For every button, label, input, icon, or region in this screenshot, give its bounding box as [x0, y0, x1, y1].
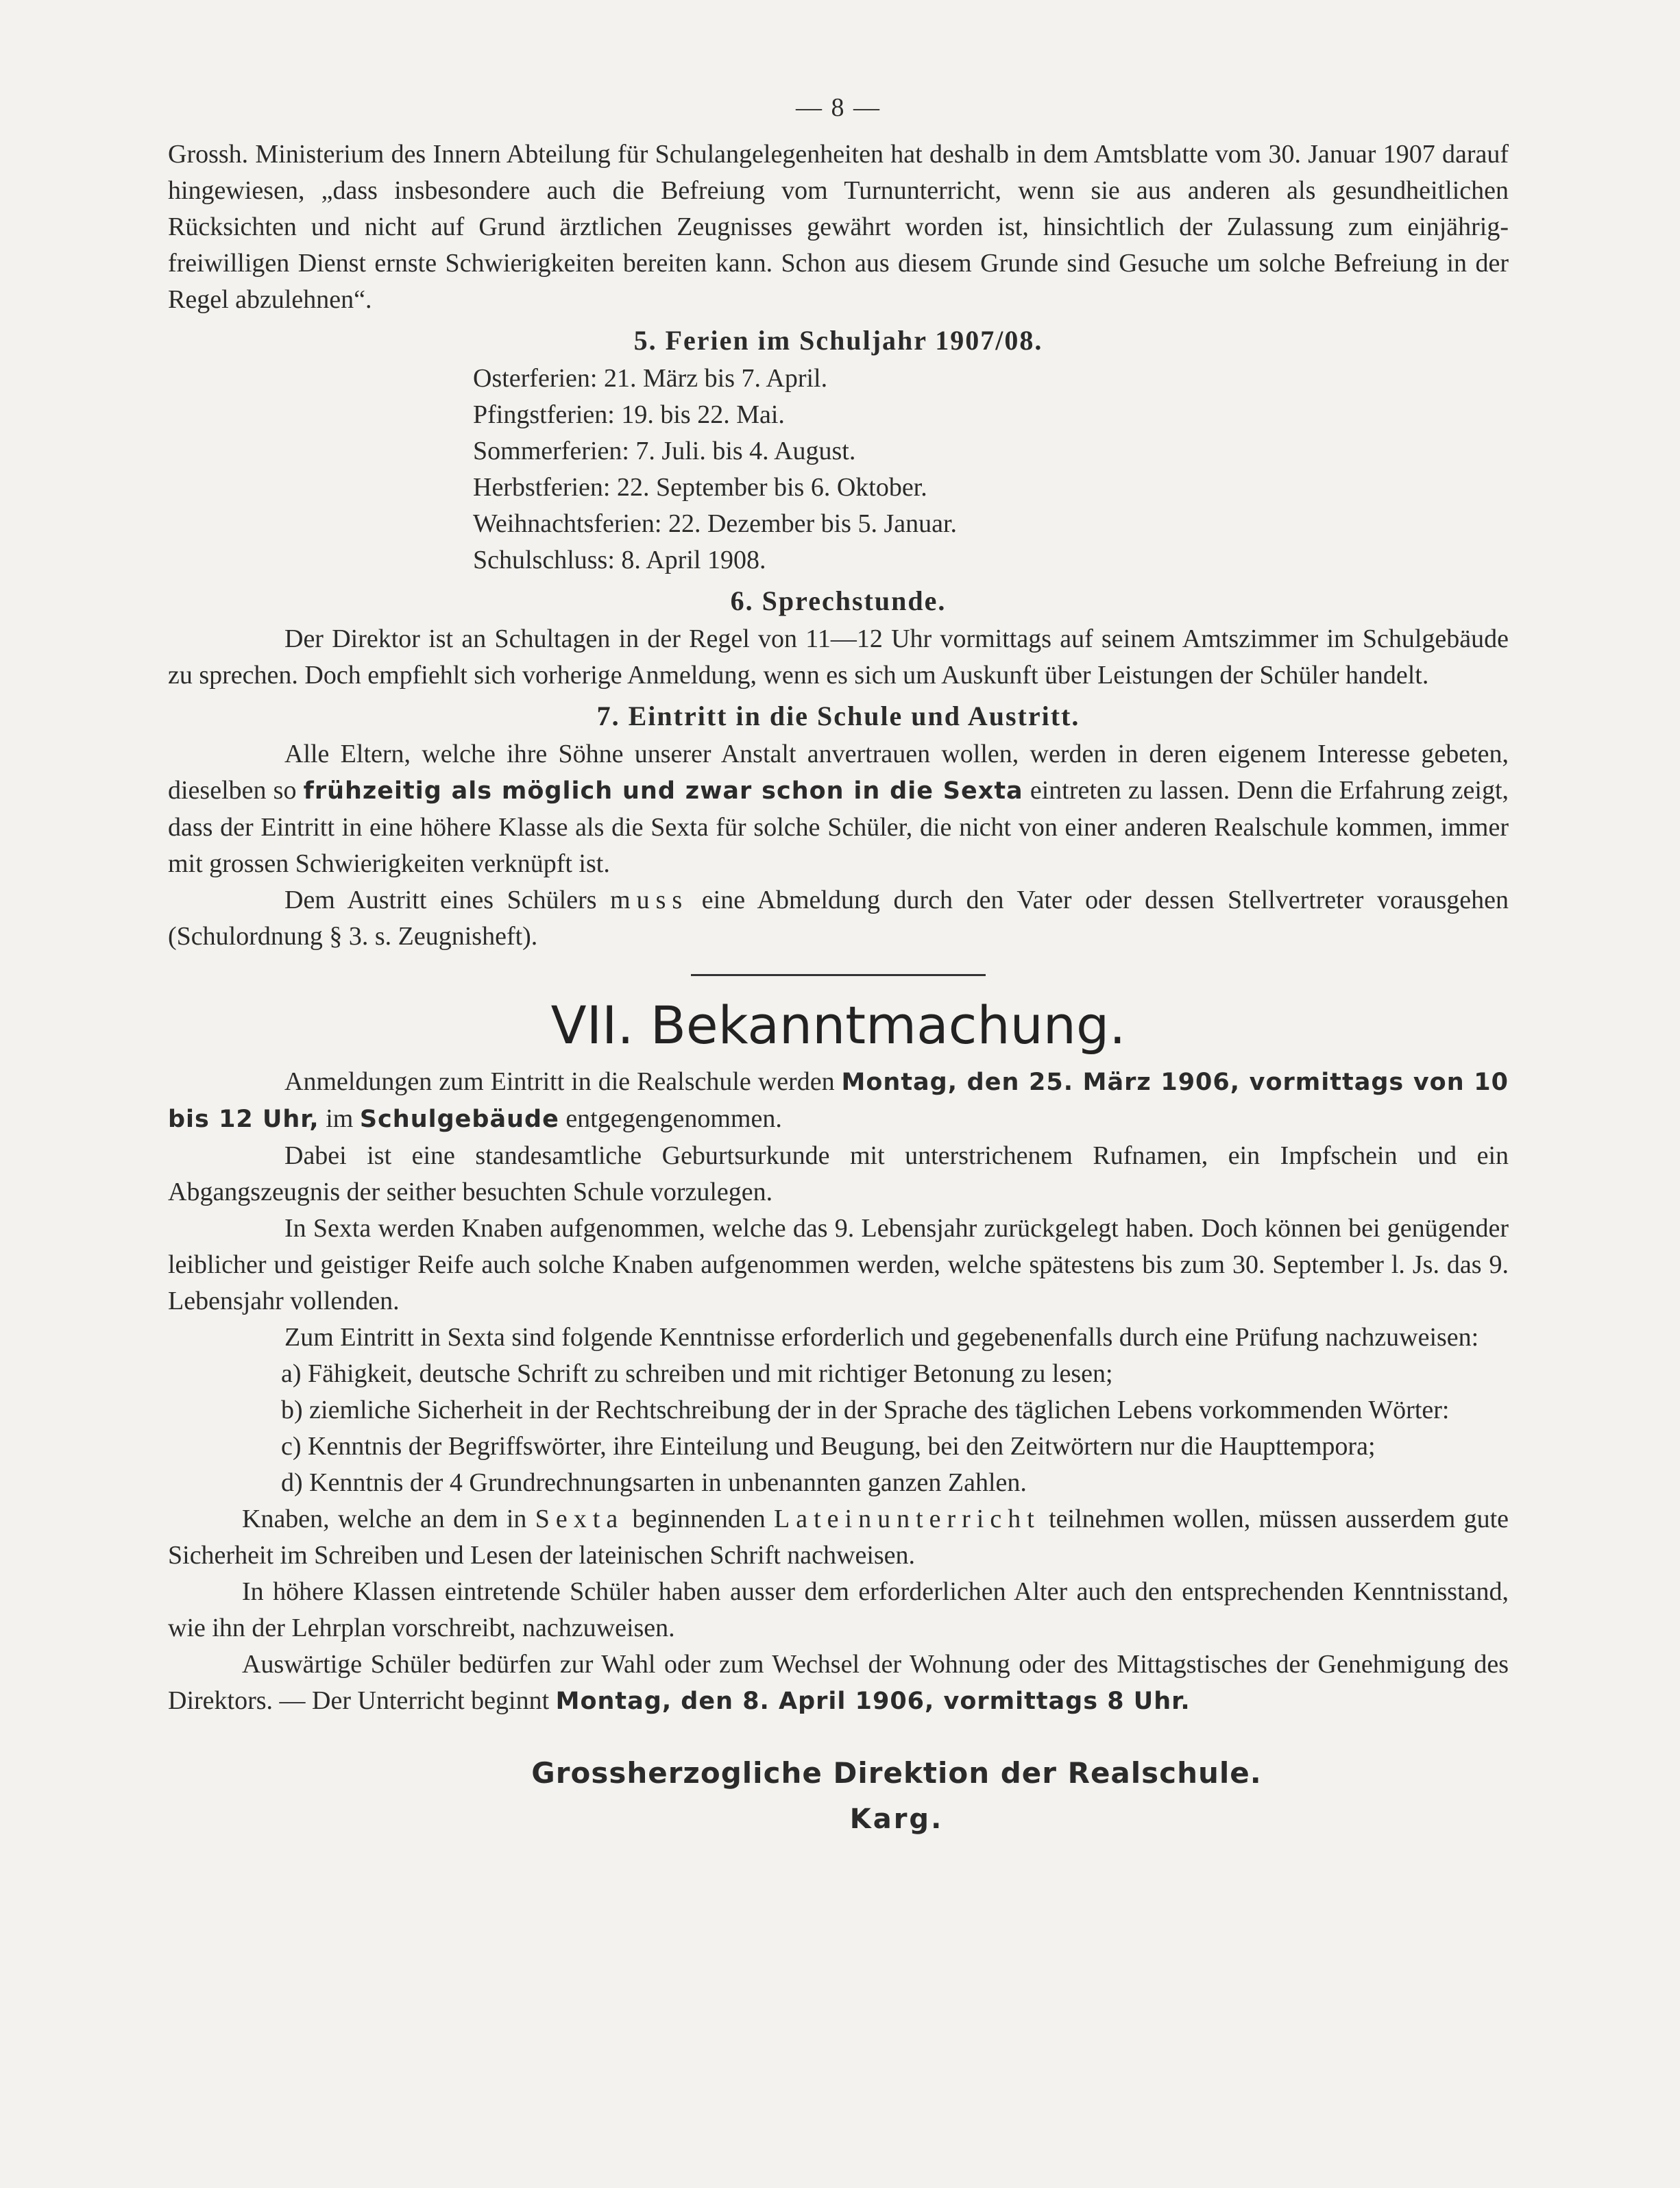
announcement-paragraph-6: In höhere Klassen eintretende Schüler haben ausser dem erforderlichen Alter auch den entsprechenden Kenntnisstand, wie ihn der Lehrplan vorschreibt, nachzuweisen. — [168, 1577, 1509, 1642]
section-7-paragraph-1: Alle Eltern, welche ihre Söhne unserer Anstalt anvertrauen wollen, werden in deren eigenem Interesse gebeten, dieselben so frühzeitig als möglich und zwar schon in die Sexta eintreten zu lassen. Denn die Erfahrung zeigt, dass der Eintritt in eine höhere Klasse als die Sexta für solche Schüler, die nicht von einer anderen Realschule kommen, immer mit grossen Schwierigkeiten verknüpft ist. — [168, 740, 1509, 878]
announcement-paragraph-7: Auswärtige Schüler bedürfen zur Wahl oder zum Wechsel der Wohnung oder des Mittagstisches der Genehmigung des Direktors. — Der Unterricht beginnt Montag, den 8. April 1906, vormittags 8 Uhr. — [168, 1650, 1509, 1715]
divider — [691, 974, 986, 976]
spaced-text: muss — [610, 886, 689, 914]
spaced-text: Lateinunterricht — [774, 1505, 1040, 1533]
signature-institution: Grossherzogliche Direktion der Realschule. — [531, 1756, 1262, 1790]
section-7-heading: 7. Eintritt in die Schule und Austritt. — [596, 701, 1080, 731]
list-item: a) Fähigkeit, deutsche Schrift zu schreiben und mit richtiger Betonung zu lesen; — [281, 1359, 1113, 1388]
requirements-list — [168, 1356, 1509, 1501]
holiday-item: Osterferien: 21. März bis 7. April. — [473, 364, 828, 393]
list-item: d) Kenntnis der 4 Grundrechnungsarten in unbenannten ganzen Zahlen. — [281, 1468, 1027, 1497]
signature-name: Karg. — [849, 1803, 944, 1835]
registration-date: Montag, den 25. März 1906, vormittags von 10 bis 12 Uhr, — [168, 1069, 1509, 1133]
holiday-item: Herbstferien: 22. September bis 6. Oktober. — [473, 473, 927, 502]
section-6-heading: 6. Sprechstunde. — [730, 585, 947, 616]
section-7-paragraph-2: Dem Austritt eines Schülers muss eine Abmeldung durch den Vater oder dessen Stellvertreter vorausgehen (Schulordnung § 3. s. Zeugnisheft). — [168, 886, 1509, 951]
section-6-text: Der Direktor ist an Schultagen in der Regel von 11—12 Uhr vormittags auf seinem Amtszimmer im Schulgebäude zu sprechen. Doch empfiehlt sich vorherige Anmeldung, wenn es sich um Auskunft über Leistungen der Schüler handelt. — [168, 624, 1509, 690]
start-date: Montag, den 8. April 1906, vormittags 8 Uhr. — [555, 1688, 1191, 1715]
holiday-list — [168, 361, 1509, 579]
holiday-item: Weihnachtsferien: 22. Dezember bis 5. Januar. — [473, 509, 958, 538]
announcement-paragraph-3: In Sexta werden Knaben aufgenommen, welche das 9. Lebensjahr zurückgelegt haben. Doch können bei genügender leiblicher und geistiger Reife auch solche Knaben aufgenommen werden, welche spätestens bis zum 30. September l. Js. das 9. Lebensjahr vollenden. — [168, 1214, 1509, 1315]
registration-place: Schulgebäude — [359, 1106, 559, 1133]
holiday-item: Pfingstferien: 19. bis 22. Mai. — [473, 400, 785, 429]
announcement-paragraph-2: Dabei ist eine standesamtliche Geburtsurkunde mit unterstrichenem Rufnamen, ein Impfschein und ein Abgangszeugnis der seither besuchten Schule vorzulegen. — [168, 1141, 1509, 1206]
holiday-item: Schulschluss: 8. April 1908. — [473, 546, 766, 574]
announcement-paragraph-5: Knaben, welche an dem in Sexta beginnenden Lateinunterricht teilnehmen wollen, müssen ausserdem gute Sicherheit im Schreiben und Lesen der lateinischen Schrift nachweisen. — [168, 1505, 1509, 1570]
list-item: c) Kenntnis der Begriffswörter, ihre Einteilung und Beugung, bei den Zeitwörtern nur die Haupttempora; — [281, 1432, 1376, 1461]
emphasis-text: frühzeitig als möglich und zwar schon in die Sexta — [303, 777, 1023, 805]
section-vii-heading: VII. Bekanntmachung. — [550, 995, 1126, 1056]
section-5-heading: 5. Ferien im Schuljahr 1907/08. — [633, 325, 1043, 356]
page-number: — 8 — — [796, 93, 881, 122]
list-item: b) ziemliche Sicherheit in der Rechtschreibung der in der Sprache des täglichen Lebens vorkommenden Wörter: — [281, 1396, 1450, 1424]
spaced-text: Sexta — [535, 1505, 624, 1533]
intro-paragraph: Grossh. Ministerium des Innern Abteilung für Schulangelegenheiten hat deshalb in dem Amtsblatte vom 30. Januar 1907 darauf hingewiesen, „dass insbesondere auch die Befreiung vom Turnunterricht, wenn sie aus anderen als gesundheitlichen Rücksichten und nicht auf Grund ärztlichen Zeugnisses gewährt worden ist, hinsichtlich der Zulassung zum einjährig-freiwilligen Dienst ernste Schwierigkeiten bereiten kann. Schon aus diesem Grunde sind Gesuche um solche Befreiung in der Regel abzulehnen“. — [168, 140, 1509, 314]
holiday-item: Sommerferien: 7. Juli. bis 4. August. — [473, 437, 856, 465]
announcement-paragraph-1: Anmeldungen zum Eintritt in die Realschule werden Montag, den 25. März 1906, vormittags von 10 bis 12 Uhr, im Schulgebäude entgegengenommen. — [168, 1067, 1509, 1133]
announcement-paragraph-4: Zum Eintritt in Sexta sind folgende Kenntnisse erforderlich und gegebenenfalls durch eine Prüfung nachzuweisen: — [284, 1323, 1479, 1352]
